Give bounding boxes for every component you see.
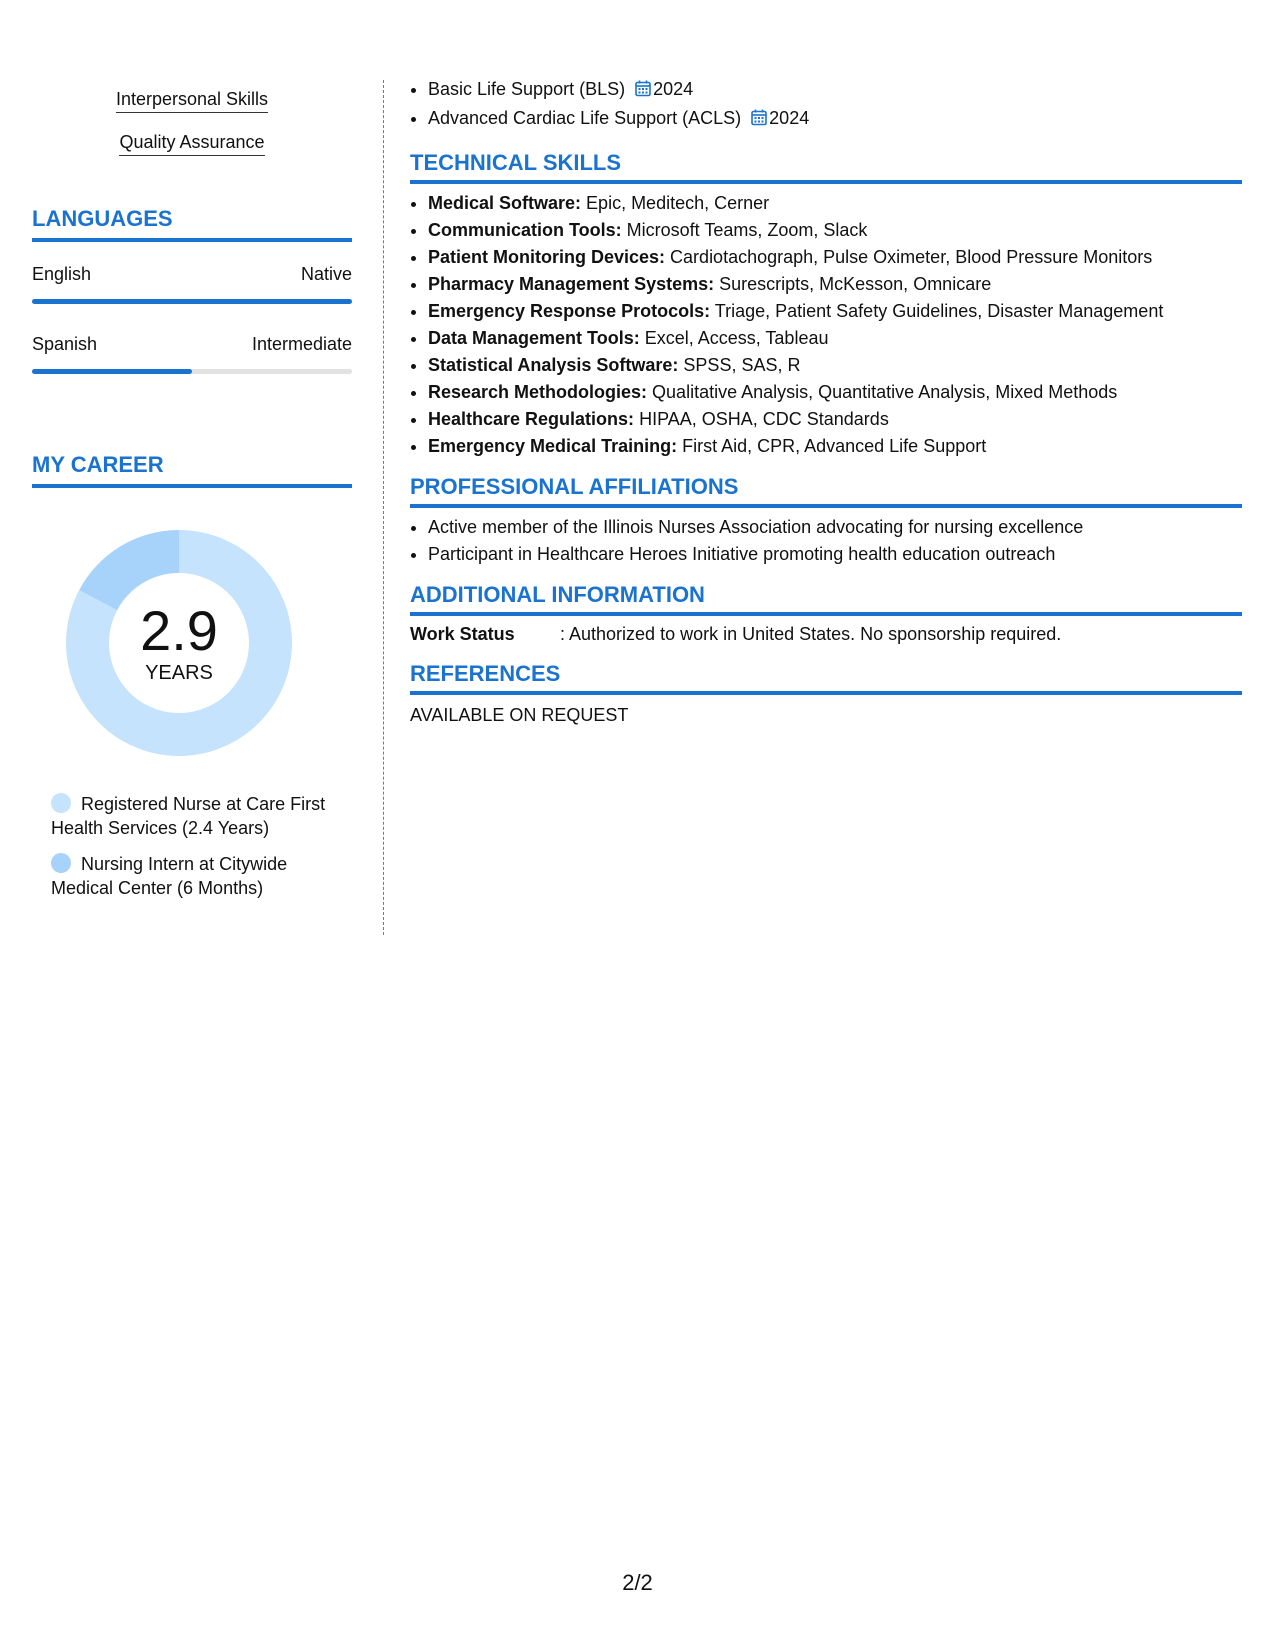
list-item: • Patient Monitoring Devices: Cardiotachograph, Pulse Oximeter, Blood Pressure Monitors	[428, 244, 1242, 271]
career-legend-item: Nursing Intern at Citywide Medical Center (6 Months)	[51, 854, 288, 898]
legend-dot	[51, 793, 71, 813]
calendar-icon	[751, 107, 767, 134]
column-divider	[383, 80, 384, 935]
list-item: • Pharmacy Management Systems: Surescripts, McKesson, Omnicare	[428, 271, 1242, 298]
career-legend	[32, 792, 352, 900]
technical-skills-list	[410, 190, 1242, 460]
affiliations-heading: PROFESSIONAL AFFILIATIONS	[410, 474, 1242, 508]
technical-skills-heading: TECHNICAL SKILLS	[410, 150, 1242, 184]
career-unit: YEARS	[145, 661, 213, 684]
list-item: • Emergency Response Protocols: Triage, Patient Safety Guidelines, Disaster Management	[428, 298, 1242, 325]
references-text: AVAILABLE ON REQUEST	[410, 705, 629, 725]
work-status-label: Work Status	[410, 624, 515, 644]
career-heading: MY CAREER	[32, 452, 352, 488]
certification-item: • Advanced Cardiac Life Support (ACLS) 2024	[428, 105, 1242, 134]
list-item: • Active member of the Illinois Nurses Association advocating for nursing excellence	[428, 514, 1242, 541]
language-spanish	[32, 334, 352, 374]
sidebar	[32, 70, 352, 912]
legend-dot	[51, 853, 71, 873]
language-english	[32, 264, 352, 304]
skill-tags	[32, 88, 352, 156]
references-heading: REFERENCES	[410, 661, 1242, 695]
additional-info-heading: ADDITIONAL INFORMATION	[410, 582, 1242, 616]
language-name: English	[32, 264, 92, 284]
certification-item: • Basic Life Support (BLS) 2024	[428, 76, 1242, 105]
list-item: • Communication Tools: Microsoft Teams, Zoom, Slack	[428, 217, 1242, 244]
work-status-row	[410, 624, 1242, 645]
calendar-icon	[635, 78, 651, 105]
language-bar-fill	[32, 369, 192, 374]
languages-heading: LANGUAGES	[32, 206, 352, 242]
list-item: • Data Management Tools: Excel, Access, Tableau	[428, 325, 1242, 352]
skill-tag: Quality Assurance	[119, 131, 264, 156]
certifications-list	[410, 76, 1242, 134]
career-legend-item: Registered Nurse at Care First Health Services (2.4 Years)	[51, 794, 326, 838]
language-bar	[32, 369, 352, 374]
career-donut	[66, 530, 292, 756]
list-item: • Medical Software: Epic, Meditech, Cerner	[428, 190, 1242, 217]
career-total: 2.9	[140, 598, 218, 662]
work-status-value: : Authorized to work in United States. No sponsorship required.	[560, 624, 1062, 644]
list-item: • Statistical Analysis Software: SPSS, SAS, R	[428, 352, 1242, 379]
language-name: Spanish	[32, 334, 98, 354]
certification-year: 2024	[769, 108, 810, 128]
language-bar-fill	[32, 299, 352, 304]
language-bar	[32, 299, 352, 304]
skill-tag: Interpersonal Skills	[116, 88, 268, 113]
list-item: • Participant in Healthcare Heroes Initiative promoting health education outreach	[428, 541, 1242, 568]
language-level: Native	[300, 264, 352, 284]
list-item: • Emergency Medical Training: First Aid, CPR, Advanced Life Support	[428, 433, 1242, 460]
list-item: • Research Methodologies: Qualitative Analysis, Quantitative Analysis, Mixed Methods	[428, 379, 1242, 406]
list-item: • Healthcare Regulations: HIPAA, OSHA, CDC Standards	[428, 406, 1242, 433]
certification-year: 2024	[653, 79, 694, 99]
main-column	[410, 70, 1242, 726]
page-number: 2/2	[622, 1570, 653, 1595]
affiliations-list	[410, 514, 1242, 568]
language-level: Intermediate	[251, 334, 352, 354]
